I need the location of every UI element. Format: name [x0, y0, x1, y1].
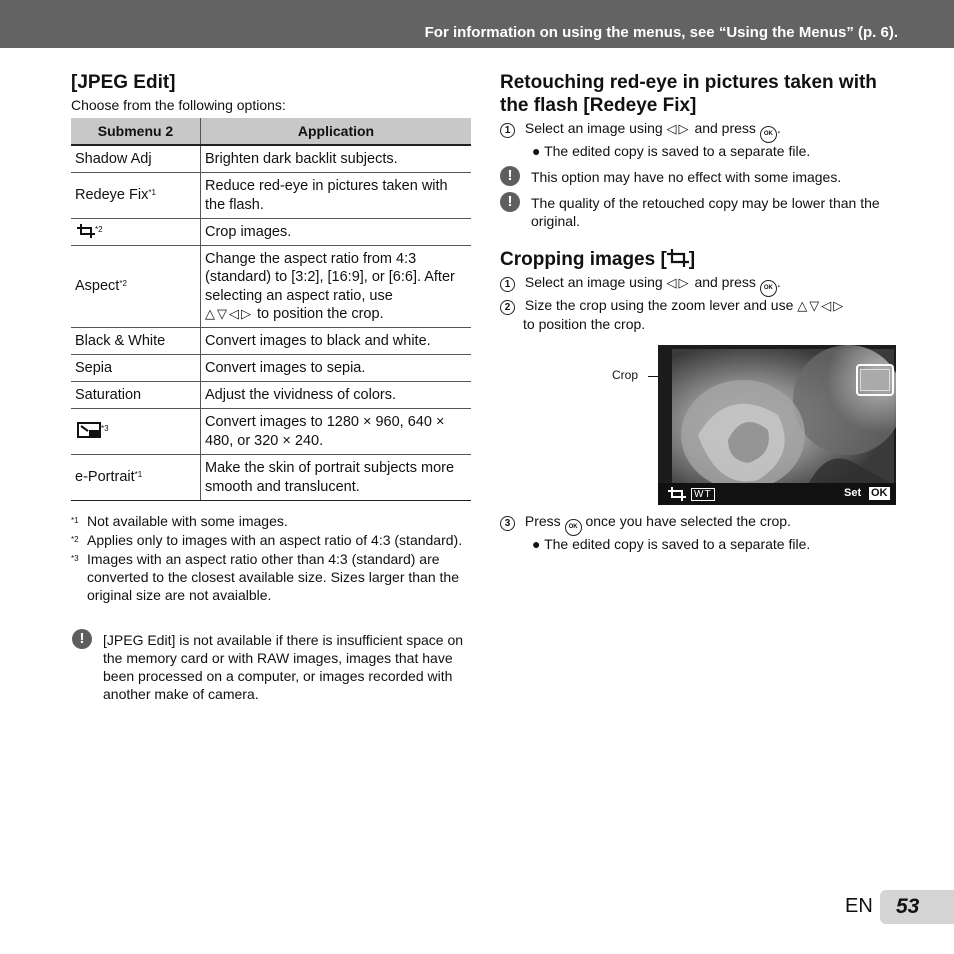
ok-button-icon: OK [760, 126, 777, 143]
row-name: Saturation [71, 381, 201, 408]
header-bar [0, 0, 954, 48]
aspect-desc: Change the aspect ratio from 4:3 (standard) to [3:2], [16:9], or [6:6]. After selecting an aspect ratio, use [205, 250, 455, 304]
footnote-mark: *3 [71, 554, 79, 563]
footnote-text: Images with an aspect ratio other than 4:3 (standard) are converted to the closest available size. Sizes larger than the original size are not avaialble. [87, 551, 459, 603]
footnote-mark: *1 [134, 470, 143, 480]
crop-icon [77, 224, 95, 238]
table-row [71, 218, 471, 245]
step-text-end: once you have selected the crop. [585, 513, 791, 529]
step-number: 2 [500, 300, 515, 315]
jpeg-edit-intro: Choose from the following options: [71, 97, 286, 113]
row-name-text: e-Portrait [75, 469, 135, 486]
crop-title-text: Cropping images [ [500, 249, 667, 270]
caution-icon: ! [500, 192, 520, 212]
ok-button-icon: OK [760, 280, 777, 297]
footnote-mark: *1 [148, 188, 156, 198]
row-name: Sepia [71, 354, 201, 381]
redeye-caution-1: This option may have no effect with some images. [531, 169, 842, 185]
footnote-mark: *2 [71, 535, 79, 544]
bullet-text: The edited copy is saved to a separate file. [544, 143, 811, 159]
row-desc: Crop images. [201, 218, 472, 245]
resize-icon [77, 422, 101, 438]
crop-title [500, 248, 695, 271]
footnote-text: Applies only to images with an aspect ratio of 4:3 (standard). [87, 532, 463, 548]
table-row [71, 327, 471, 354]
row-name-text: Shadow Adj [75, 151, 152, 167]
crop-icon [667, 249, 689, 267]
table-header-row [71, 118, 471, 145]
step-text-end: and press [694, 120, 756, 136]
row-name [71, 172, 201, 218]
step-text: Size the crop using the zoom lever and use [524, 297, 794, 313]
camera-screen [658, 345, 896, 505]
step-text-end: to position the crop. [523, 316, 646, 332]
row-desc: Adjust the vividness of colors. [201, 381, 472, 408]
step-text-end: and press [694, 274, 756, 290]
footnote [71, 531, 471, 549]
aspect-desc-end: to position the crop. [257, 306, 384, 322]
step-number: 3 [500, 516, 515, 531]
caution-icon: ! [72, 629, 92, 649]
left-right-arrows-icon: ◁▷ [666, 275, 691, 290]
row-name [71, 145, 201, 172]
direction-arrows-icon: △▽◁▷ [797, 298, 846, 313]
header-text: For information on using the menus, see “Using the Menus” (p. 6). [424, 24, 898, 41]
row-name [71, 454, 201, 500]
bullet-text: The edited copy is saved to a separate file. [544, 536, 811, 552]
row-name [71, 245, 201, 327]
crop-step-2 [500, 296, 900, 333]
row-name [71, 408, 201, 454]
footnote-text: Not available with some images. [87, 513, 288, 529]
row-desc [201, 245, 472, 327]
table-row [71, 145, 471, 172]
table-row [71, 408, 471, 454]
jpeg-caution-text: [JPEG Edit] is not available if there is insufficient space on the memory card or with RAW images, images that have been processed on a computer, or images recorded with another make of camera. [103, 632, 464, 702]
footnote [71, 512, 471, 530]
crop-step-3 [500, 512, 900, 536]
row-name-text: Aspect [75, 278, 120, 295]
row-name: Black & White [71, 327, 201, 354]
redeye-title: Retouching red-eye in pictures taken with the flash [Redeye Fix] [500, 72, 877, 116]
table-header-submenu: Submenu 2 [71, 118, 201, 145]
jpeg-edit-table [71, 118, 471, 501]
footnote-mark: *1 [71, 516, 79, 525]
footnote-mark: *2 [95, 224, 103, 234]
direction-arrows-icon: △▽◁▷ [205, 306, 253, 321]
step-text: Press [524, 513, 561, 529]
ok-badge: OK [871, 487, 888, 499]
crop-callout-label: Crop [612, 368, 639, 382]
row-name-text: Redeye Fix [75, 187, 149, 204]
row-desc: Reduce red-eye in pictures taken with the flash. [201, 172, 472, 218]
redeye-bullet: ● The edited copy is saved to a separate file. [532, 143, 811, 159]
row-desc: Convert images to sepia. [201, 354, 472, 381]
table-row [71, 454, 471, 500]
page-number: 53 [896, 895, 920, 918]
set-label: Set [844, 487, 862, 499]
table-row [71, 381, 471, 408]
step-text: Select an image using [524, 120, 663, 136]
crop-title-end: ] [688, 249, 696, 270]
ok-button-icon: OK [565, 519, 582, 536]
footnote-mark: *3 [101, 424, 109, 434]
row-desc: Make the skin of portrait subjects more smooth and translucent. [201, 454, 472, 500]
table-header-application: Application [201, 118, 472, 145]
footnote [71, 550, 471, 604]
crop-step-1: 1 Select an image using ◁▷ and press OK . [500, 273, 900, 297]
crop-icon [668, 487, 686, 501]
redeye-caution-2: The quality of the retouched copy may be lower than the original. [531, 195, 880, 229]
step-number: 1 [500, 123, 515, 138]
redeye-step-1: 1 Select an image using ◁▷ and press OK . [500, 119, 900, 143]
caution-icon: ! [500, 166, 520, 186]
table-row [71, 245, 471, 327]
step-number: 1 [500, 277, 515, 292]
row-desc: Convert images to black and white. [201, 327, 472, 354]
page-number-box [880, 890, 954, 924]
table-row [71, 354, 471, 381]
language-label: EN [845, 895, 873, 917]
row-desc: Brighten dark backlit subjects. [201, 145, 472, 172]
zoom-indicator: WT [691, 488, 715, 501]
row-name [71, 218, 201, 245]
jpeg-edit-title: [JPEG Edit] [71, 72, 176, 93]
footnotes [71, 512, 471, 604]
left-right-arrows-icon: ◁▷ [666, 121, 691, 136]
crop-bullet: ● The edited copy is saved to a separate file. [532, 536, 811, 552]
footnote-mark: *2 [119, 279, 127, 289]
table-row [71, 172, 471, 218]
row-desc: Convert images to 1280 × 960, 640 × 480, or 320 × 240. [201, 408, 472, 454]
step-text: Select an image using [524, 274, 663, 290]
crop-thumbnail [860, 369, 890, 391]
